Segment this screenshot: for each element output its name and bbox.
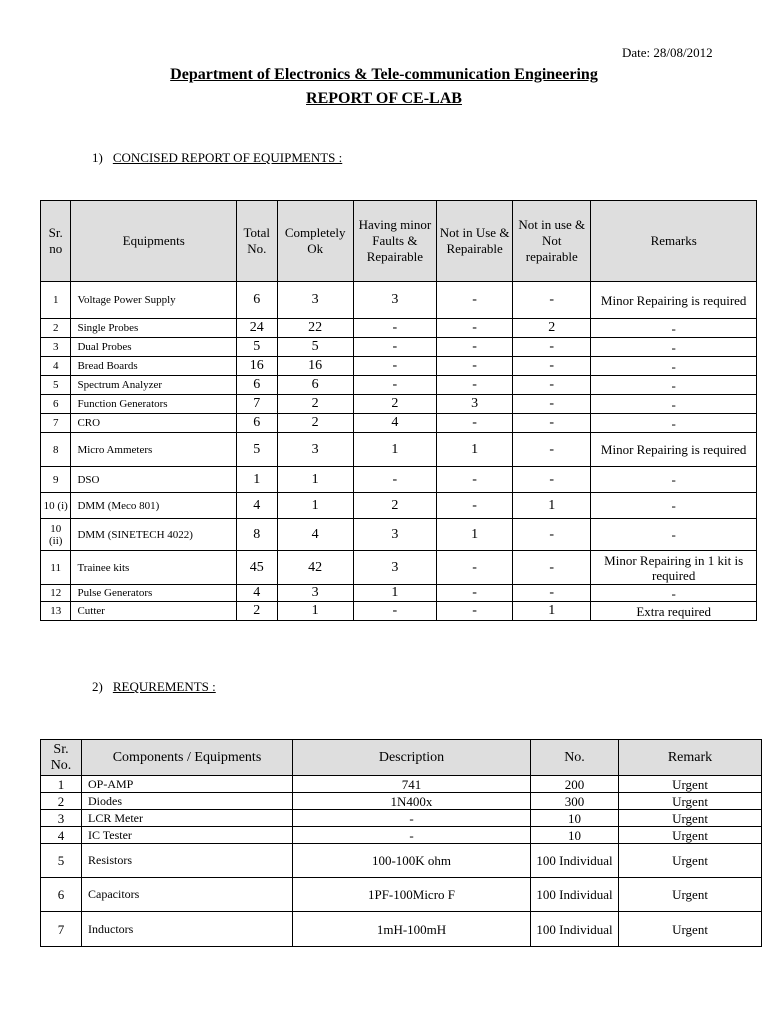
cell-minor-faults: 4	[353, 414, 436, 433]
cell-completely-ok: 1	[277, 602, 353, 621]
cell-not-repairable: -	[513, 338, 591, 357]
cell-minor-faults: -	[353, 376, 436, 395]
cell-not-in-use-repairable: -	[437, 602, 513, 621]
cell-sr-no: 2	[41, 319, 71, 338]
cell-description: -	[293, 810, 531, 827]
table-header-row	[41, 201, 757, 282]
cell-total-no: 4	[236, 493, 277, 519]
header-remarks: Remarks	[591, 201, 757, 282]
cell-remark: Urgent	[619, 793, 762, 810]
table-row	[41, 357, 757, 376]
cell-completely-ok: 1	[277, 467, 353, 493]
cell-component: Resistors	[82, 844, 293, 878]
cell-remarks: Minor Repairing is required	[591, 282, 757, 319]
table-row	[41, 338, 757, 357]
table-row	[41, 827, 762, 844]
cell-sr-no: 4	[41, 357, 71, 376]
header-description: Description	[293, 740, 531, 776]
cell-sr-no: 9	[41, 467, 71, 493]
cell-equipment: Single Probes	[71, 319, 237, 338]
cell-not-in-use-repairable: 1	[437, 519, 513, 551]
cell-component: LCR Meter	[82, 810, 293, 827]
cell-total-no: 5	[236, 433, 277, 467]
table-row	[41, 282, 757, 319]
cell-not-in-use-repairable: 3	[437, 395, 513, 414]
cell-not-in-use-repairable: -	[437, 493, 513, 519]
header-equipments: Equipments	[71, 201, 237, 282]
cell-equipment: Pulse Generators	[71, 585, 237, 602]
section-1-title: CONCISED REPORT OF EQUIPMENTS :	[112, 150, 343, 165]
cell-no: 300	[531, 793, 619, 810]
requirements-table	[40, 739, 762, 947]
cell-minor-faults: -	[353, 467, 436, 493]
cell-component: Diodes	[82, 793, 293, 810]
cell-completely-ok: 3	[277, 282, 353, 319]
cell-sr-no: 4	[41, 827, 82, 844]
cell-not-in-use-repairable: -	[437, 282, 513, 319]
cell-not-in-use-repairable: -	[437, 414, 513, 433]
cell-completely-ok: 42	[277, 551, 353, 585]
cell-remarks: -	[591, 467, 757, 493]
table-row	[41, 602, 757, 621]
cell-minor-faults: 3	[353, 519, 436, 551]
cell-not-repairable: -	[513, 357, 591, 376]
cell-sr-no: 3	[41, 338, 71, 357]
cell-remarks: -	[591, 493, 757, 519]
cell-equipment: Trainee kits	[71, 551, 237, 585]
table-row	[41, 319, 757, 338]
header-remark: Remark	[619, 740, 762, 776]
cell-remarks: Minor Repairing in 1 kit is required	[591, 551, 757, 585]
cell-minor-faults: -	[353, 357, 436, 376]
cell-no: 100 Individual	[531, 844, 619, 878]
cell-component: Capacitors	[82, 878, 293, 912]
cell-remarks: -	[591, 395, 757, 414]
cell-remark: Urgent	[619, 844, 762, 878]
header-not-repairable: Not in use & Not repairable	[513, 201, 591, 282]
cell-total-no: 8	[236, 519, 277, 551]
section-1-number: 1)	[92, 150, 103, 165]
section-2-number: 2)	[92, 679, 103, 694]
cell-minor-faults: -	[353, 602, 436, 621]
table-row	[41, 414, 757, 433]
cell-not-repairable: -	[513, 414, 591, 433]
cell-no: 10	[531, 810, 619, 827]
table-header-row	[41, 740, 762, 776]
cell-sr-no: 1	[41, 282, 71, 319]
cell-sr-no: 11	[41, 551, 71, 585]
cell-minor-faults: -	[353, 338, 436, 357]
table-row	[41, 551, 757, 585]
cell-minor-faults: 1	[353, 433, 436, 467]
cell-total-no: 16	[236, 357, 277, 376]
table-row	[41, 493, 757, 519]
header-not-in-use-repairable: Not in Use & Repairable	[437, 201, 513, 282]
cell-minor-faults: 3	[353, 551, 436, 585]
cell-not-in-use-repairable: 1	[437, 433, 513, 467]
cell-total-no: 7	[236, 395, 277, 414]
cell-equipment: Function Generators	[71, 395, 237, 414]
table-row	[41, 810, 762, 827]
cell-total-no: 4	[236, 585, 277, 602]
cell-sr-no: 7	[41, 912, 82, 947]
table-row	[41, 912, 762, 947]
cell-minor-faults: 3	[353, 282, 436, 319]
cell-sr-no: 8	[41, 433, 71, 467]
cell-description: 1PF-100Micro F	[293, 878, 531, 912]
report-date: Date: 28/08/2012	[622, 45, 713, 60]
table-row	[41, 776, 762, 793]
cell-equipment: Cutter	[71, 602, 237, 621]
cell-remarks: -	[591, 338, 757, 357]
cell-no: 10	[531, 827, 619, 844]
cell-remark: Urgent	[619, 810, 762, 827]
cell-not-repairable: 2	[513, 319, 591, 338]
cell-sr-no: 2	[41, 793, 82, 810]
cell-total-no: 1	[236, 467, 277, 493]
cell-total-no: 24	[236, 319, 277, 338]
cell-component: Inductors	[82, 912, 293, 947]
cell-not-in-use-repairable: -	[437, 357, 513, 376]
cell-sr-no: 1	[41, 776, 82, 793]
cell-not-in-use-repairable: -	[437, 467, 513, 493]
cell-total-no: 6	[236, 376, 277, 395]
cell-sr-no: 10 (ii)	[41, 519, 71, 551]
cell-completely-ok: 22	[277, 319, 353, 338]
cell-sr-no: 5	[41, 376, 71, 395]
cell-not-repairable: -	[513, 519, 591, 551]
equipment-report-table	[40, 200, 757, 621]
cell-not-repairable: -	[513, 282, 591, 319]
cell-total-no: 5	[236, 338, 277, 357]
cell-not-repairable: 1	[513, 602, 591, 621]
cell-equipment: Voltage Power Supply	[71, 282, 237, 319]
cell-equipment: DMM (Meco 801)	[71, 493, 237, 519]
header-sr-no: Sr. No.	[41, 740, 82, 776]
table-row	[41, 793, 762, 810]
cell-completely-ok: 5	[277, 338, 353, 357]
cell-remark: Urgent	[619, 776, 762, 793]
cell-not-repairable: 1	[513, 493, 591, 519]
table-row	[41, 878, 762, 912]
cell-remarks: Extra required	[591, 602, 757, 621]
cell-remark: Urgent	[619, 827, 762, 844]
cell-component: IC Tester	[82, 827, 293, 844]
cell-description: 741	[293, 776, 531, 793]
header-completely-ok: Completely Ok	[277, 201, 353, 282]
cell-not-repairable: -	[513, 467, 591, 493]
cell-not-in-use-repairable: -	[437, 376, 513, 395]
cell-not-in-use-repairable: -	[437, 319, 513, 338]
cell-total-no: 45	[236, 551, 277, 585]
department-title: Department of Electronics & Tele-communication Engineering	[170, 66, 598, 83]
cell-total-no: 6	[236, 282, 277, 319]
cell-remarks: -	[591, 319, 757, 338]
cell-not-repairable: -	[513, 551, 591, 585]
cell-remarks: -	[591, 376, 757, 395]
table-row	[41, 585, 757, 602]
cell-sr-no: 6	[41, 878, 82, 912]
cell-completely-ok: 3	[277, 433, 353, 467]
cell-no: 100 Individual	[531, 878, 619, 912]
table-row	[41, 376, 757, 395]
cell-not-repairable: -	[513, 395, 591, 414]
table-row	[41, 519, 757, 551]
table-row	[41, 844, 762, 878]
cell-not-in-use-repairable: -	[437, 338, 513, 357]
cell-equipment: DSO	[71, 467, 237, 493]
cell-completely-ok: 2	[277, 395, 353, 414]
header-sr-no: Sr. no	[41, 201, 71, 282]
cell-remark: Urgent	[619, 878, 762, 912]
cell-not-repairable: -	[513, 376, 591, 395]
cell-minor-faults: 1	[353, 585, 436, 602]
cell-remarks: -	[591, 414, 757, 433]
cell-not-repairable: -	[513, 433, 591, 467]
cell-completely-ok: 3	[277, 585, 353, 602]
cell-minor-faults: -	[353, 319, 436, 338]
cell-sr-no: 13	[41, 602, 71, 621]
cell-sr-no: 12	[41, 585, 71, 602]
cell-equipment: DMM (SINETECH 4022)	[71, 519, 237, 551]
cell-sr-no: 7	[41, 414, 71, 433]
section-2-heading	[92, 679, 216, 695]
cell-description: -	[293, 827, 531, 844]
cell-equipment: Micro Ammeters	[71, 433, 237, 467]
cell-sr-no: 3	[41, 810, 82, 827]
cell-component: OP-AMP	[82, 776, 293, 793]
cell-completely-ok: 2	[277, 414, 353, 433]
cell-completely-ok: 1	[277, 493, 353, 519]
table-row	[41, 395, 757, 414]
cell-sr-no: 10 (i)	[41, 493, 71, 519]
cell-no: 100 Individual	[531, 912, 619, 947]
table-row	[41, 433, 757, 467]
cell-equipment: CRO	[71, 414, 237, 433]
header-no: No.	[531, 740, 619, 776]
cell-equipment: Bread Boards	[71, 357, 237, 376]
cell-minor-faults: 2	[353, 493, 436, 519]
cell-remarks: -	[591, 519, 757, 551]
cell-not-in-use-repairable: -	[437, 585, 513, 602]
header-components: Components / Equipments	[82, 740, 293, 776]
cell-not-in-use-repairable: -	[437, 551, 513, 585]
cell-description: 1mH-100mH	[293, 912, 531, 947]
cell-minor-faults: 2	[353, 395, 436, 414]
cell-description: 100-100K ohm	[293, 844, 531, 878]
cell-equipment: Spectrum Analyzer	[71, 376, 237, 395]
cell-total-no: 6	[236, 414, 277, 433]
cell-completely-ok: 6	[277, 376, 353, 395]
cell-remarks: -	[591, 357, 757, 376]
cell-no: 200	[531, 776, 619, 793]
section-1-heading	[92, 150, 342, 166]
table-row	[41, 467, 757, 493]
cell-sr-no: 6	[41, 395, 71, 414]
cell-description: 1N400x	[293, 793, 531, 810]
cell-total-no: 2	[236, 602, 277, 621]
header-minor-faults: Having minor Faults & Repairable	[353, 201, 436, 282]
cell-completely-ok: 4	[277, 519, 353, 551]
cell-remarks: -	[591, 585, 757, 602]
report-title: REPORT OF CE-LAB	[306, 90, 462, 107]
cell-equipment: Dual Probes	[71, 338, 237, 357]
cell-completely-ok: 16	[277, 357, 353, 376]
cell-remark: Urgent	[619, 912, 762, 947]
cell-sr-no: 5	[41, 844, 82, 878]
cell-remarks: Minor Repairing is required	[591, 433, 757, 467]
cell-not-repairable: -	[513, 585, 591, 602]
header-total-no: Total No.	[236, 201, 277, 282]
section-2-title: REQUREMENTS :	[112, 679, 216, 694]
